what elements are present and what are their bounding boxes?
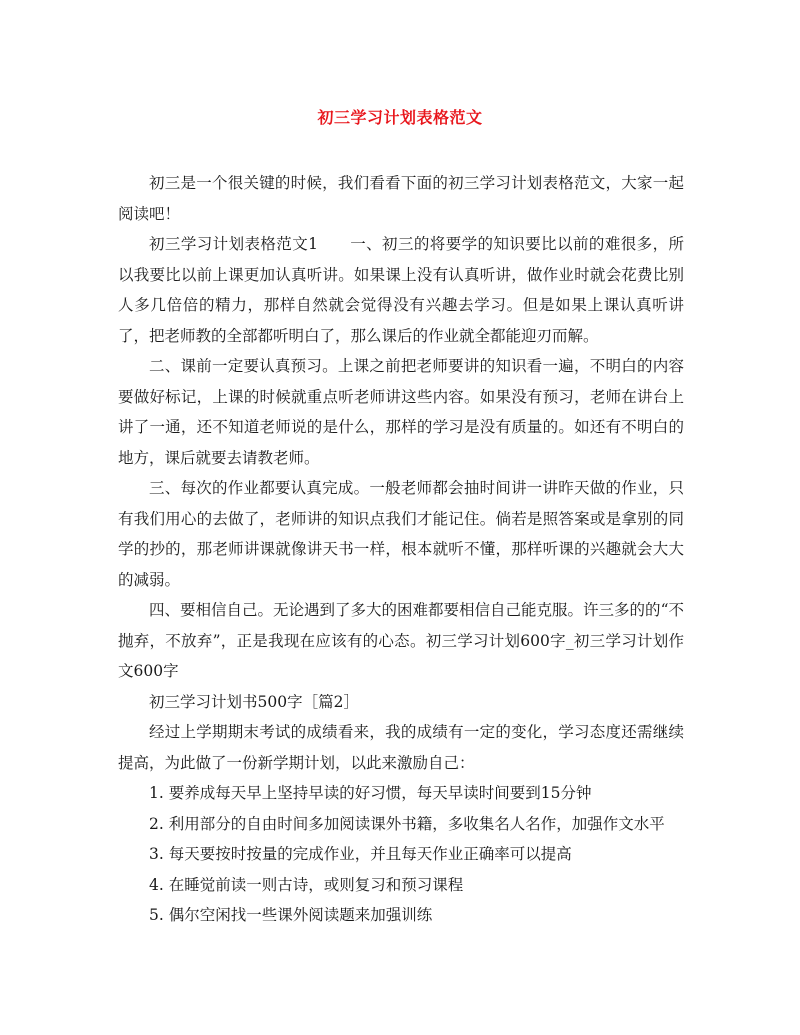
list-item: 4. 在睡觉前读一则古诗，或则复习和预习课程 bbox=[149, 875, 464, 894]
list-item: 3. 每天要按时按量的完成作业，并且每天作业正确率可以提高 bbox=[149, 845, 572, 863]
paragraph-plan-intro: 经过上学期期末考试的成绩看来，我的成绩有一定的变化，学习态度还需继续提高，为此做了一份新学期计划，以此来激励自己： bbox=[118, 723, 684, 772]
paragraph-section-2: 二、课前一定要认真预习。上课之前把老师要讲的知识看一遍，不明白的内容要做好标记，上课的时候就重点听老师讲这些内容。如果没有预习，老师在讲台上讲了一通，还不知道老师说的是什么，那样的学习是没有质量的。如还有不明白的地方，课后就要去请教老师。 bbox=[118, 357, 684, 467]
paragraph-heading-part-2: 初三学习计划书500字［篇2］ bbox=[149, 692, 359, 711]
paragraph-section-3: 三、每次的作业都要认真完成。一般老师都会抽时间讲一讲昨天做的作业，只有我们用心的去做了，老师讲的知识点我们才能记住。倘若是照答案或是拿别的同学的抄的，那老师讲课就像讲天书一样，根本就听不懂，那样听课的兴趣就会大大的减弱。 bbox=[118, 479, 684, 589]
list-item: 5. 偶尔空闲找一些课外阅读题来加强训练 bbox=[149, 906, 433, 924]
paragraph-intro: 初三是一个很关键的时候，我们看看下面的初三学习计划表格范文，大家一起阅读吧！ bbox=[118, 174, 684, 223]
list-item: 2. 利用部分的自由时间多加阅读课外书籍，多收集名人名作，加强作文水平 bbox=[149, 814, 665, 833]
paragraph-section-4: 四、要相信自己。无论遇到了多大的困难都要相信自己能克服。许三多的的“不抛弃，不放弃”，正是我现在应该有的心态。初三学习计划600字_初三学习计划作文600字 bbox=[118, 601, 684, 680]
paragraph-section-1: 初三学习计划表格范文1 一、初三的将要学的知识要比以前的难很多，所以我要比以前上课更加认真听讲。如果课上没有认真听讲，做作业时就会花费比别人多几倍倍的精力，那样自然就会觉得没有兴趣去学习。但是如果上课认真听讲了，把老师教的全部都听明白了，那么课后的作业就全都能迎刃而解。 bbox=[118, 235, 684, 345]
document-title: 初三学习计划表格范文 bbox=[317, 108, 483, 127]
list-item: 1. 要养成每天早上坚持早读的好习惯，每天早读时间要到15分钟 bbox=[149, 784, 592, 802]
document-body bbox=[118, 168, 684, 931]
